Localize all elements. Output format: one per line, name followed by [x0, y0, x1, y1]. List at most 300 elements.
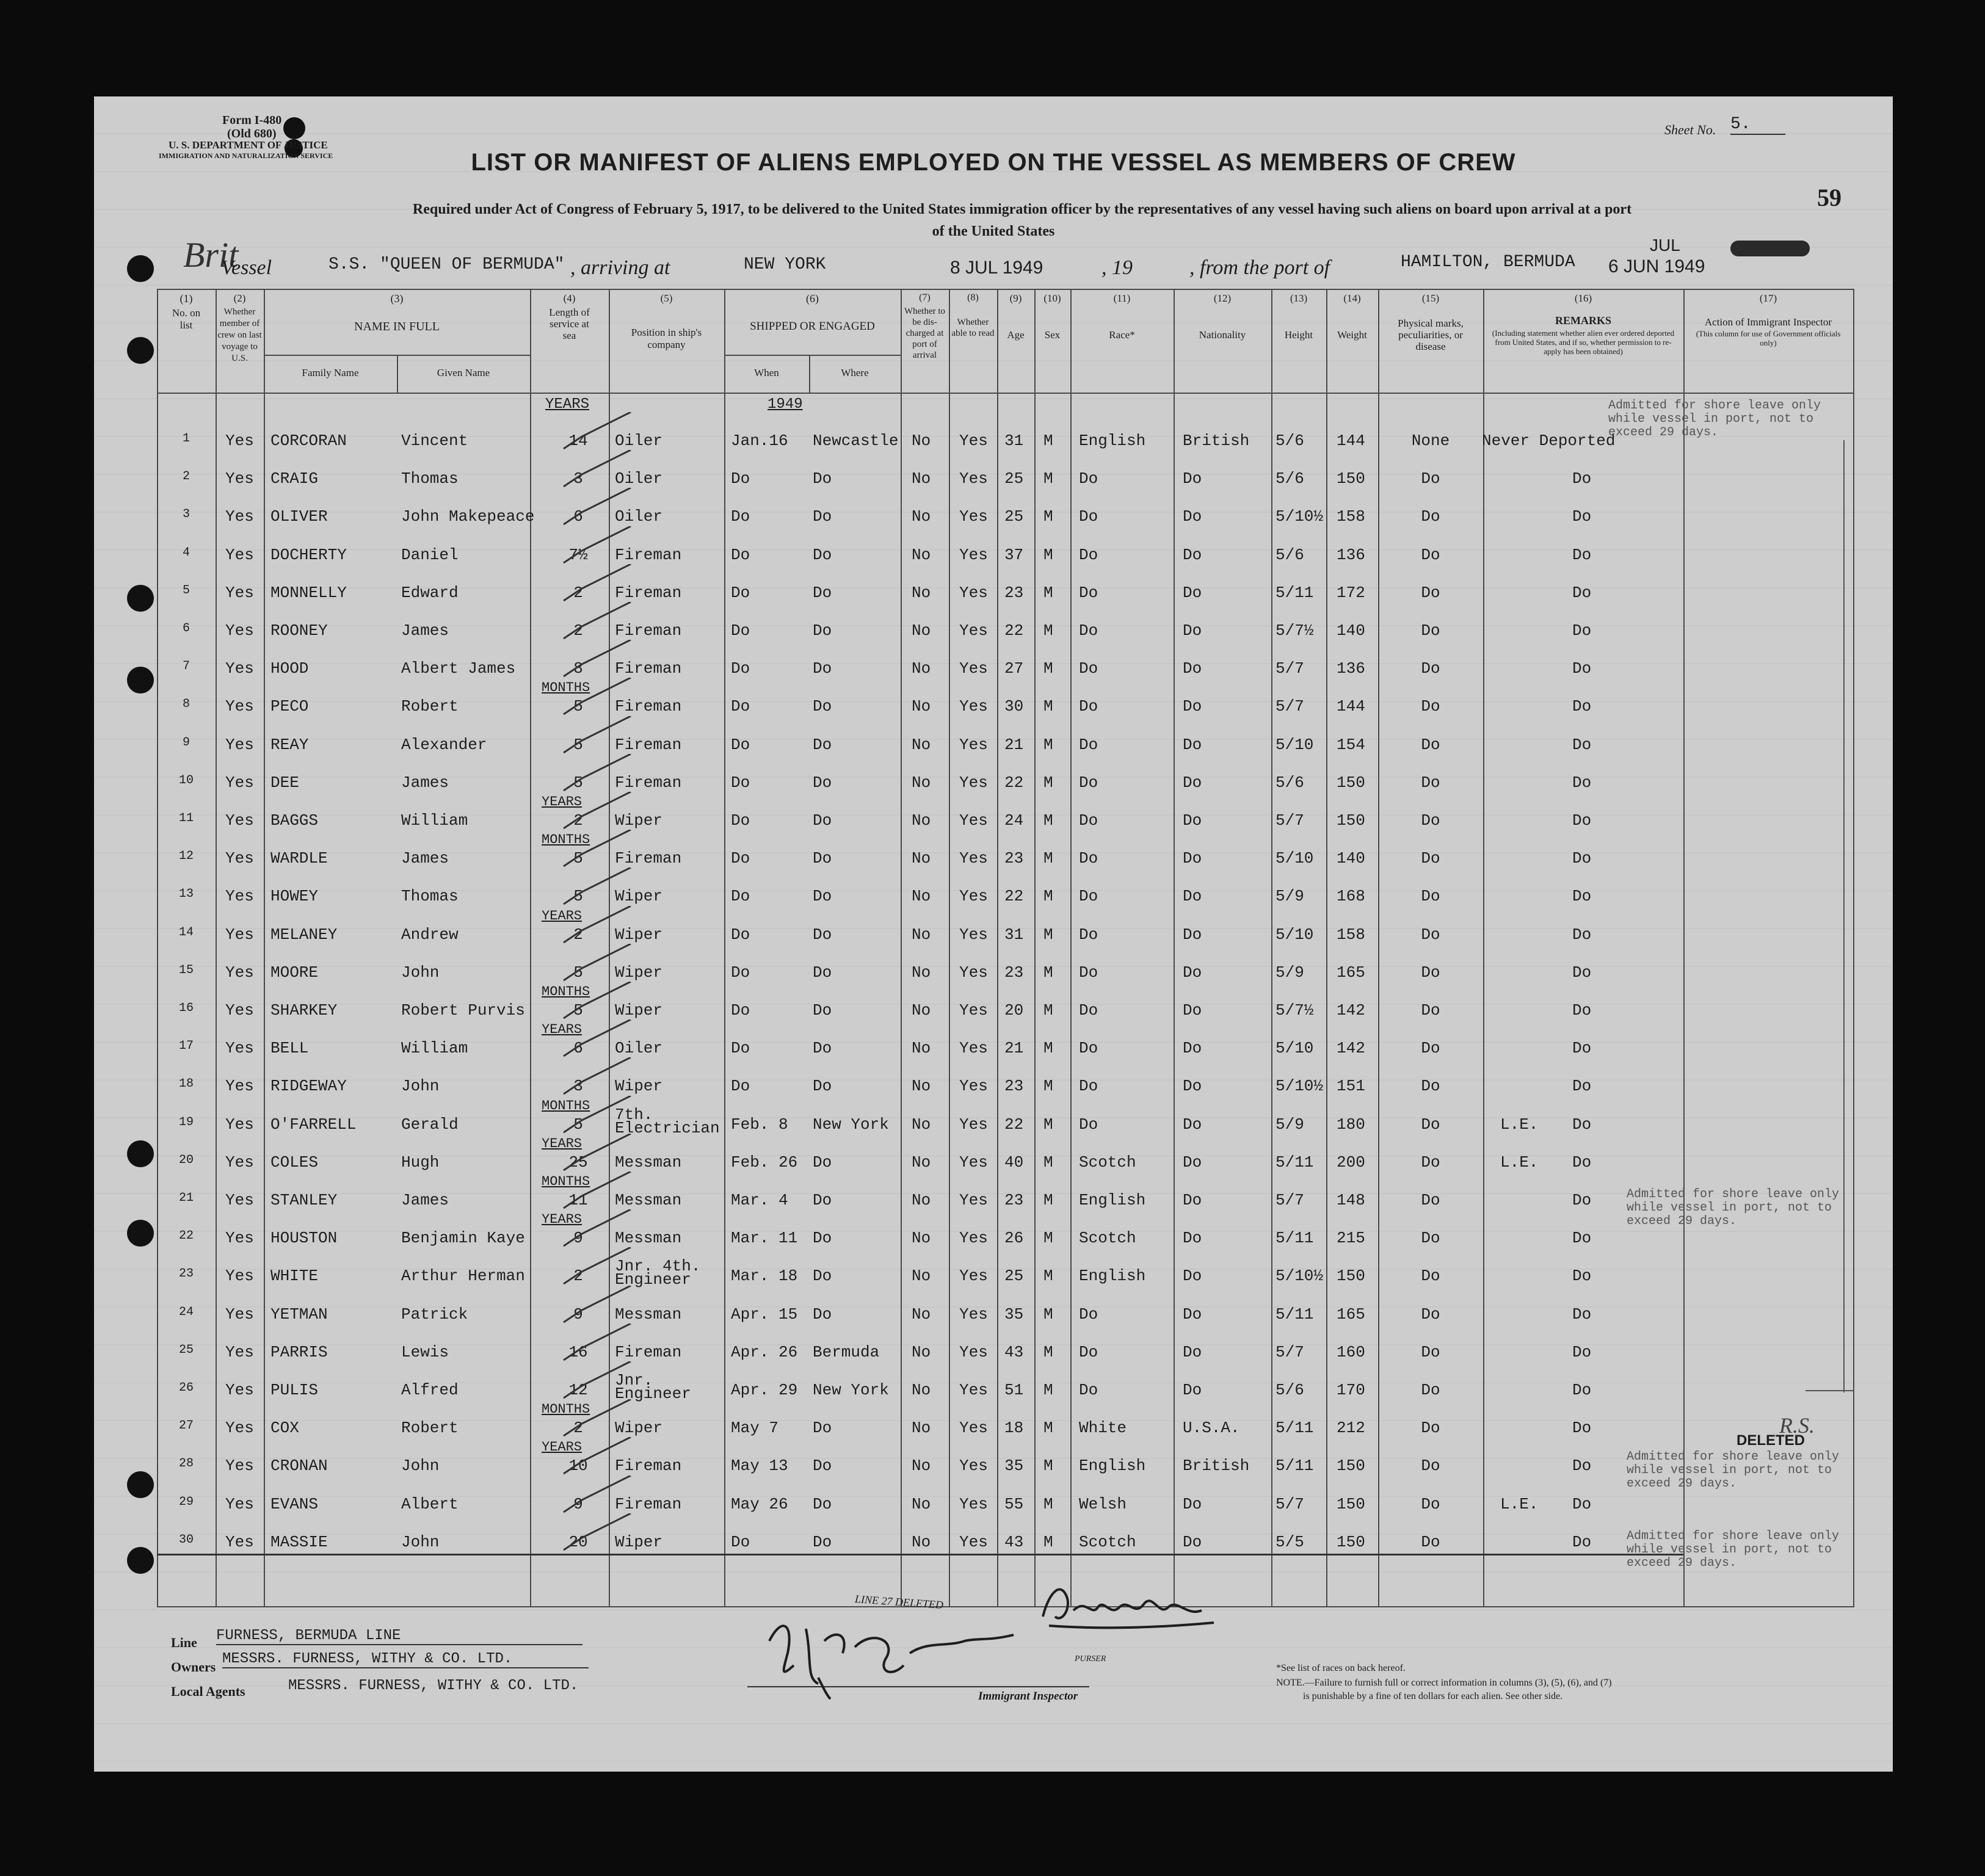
fine-note-2: is punishable by a fine of ten dollars for each alien. See other side.	[1303, 1691, 1563, 1701]
table-row	[157, 794, 1854, 842]
cell-family-name: DEE	[270, 773, 299, 792]
cell-age: 40	[1004, 1153, 1024, 1172]
service-unit-label: MONTHS	[542, 1402, 590, 1418]
cell-remarks: Do	[1572, 1419, 1592, 1438]
cell-shipped-when: Do	[731, 1077, 750, 1096]
manifest-title: LIST OR MANIFEST OF ALIENS EMPLOYED ON THE VESSEL AS MEMBERS OF CREW	[471, 149, 1516, 176]
cell-weight: 142	[1337, 1039, 1365, 1058]
cell-remarks: Do	[1572, 1267, 1592, 1286]
cell-discharged: No	[912, 773, 931, 792]
cell-age: 21	[1004, 735, 1024, 754]
cell-row-number: 18	[178, 1077, 194, 1092]
service-unit-label: YEARS	[542, 908, 582, 924]
cell-weight: 150	[1337, 1457, 1365, 1476]
cell-weight: 165	[1337, 1305, 1365, 1324]
cell-able-to-read: Yes	[959, 1267, 988, 1286]
cell-race: Do	[1079, 735, 1098, 754]
cell-shipped-when: Do	[731, 469, 750, 488]
table-row	[157, 984, 1854, 1032]
cell-shipped-when: Jan.16	[731, 432, 788, 450]
cell-nationality: Do	[1183, 925, 1202, 944]
cell-shipped-where: Bermuda	[813, 1342, 880, 1361]
col-header-action: (17) Action of Immigrant Inspector (This column for use of Government officials only)	[1696, 292, 1841, 347]
cell-nationality: Do	[1183, 1267, 1202, 1286]
cell-row-number: 25	[178, 1342, 194, 1357]
service-name: IMMIGRATION AND NATURALIZATION SERVICE	[159, 151, 333, 160]
cell-family-name: BELL	[270, 1039, 309, 1058]
cell-service-length: 5	[573, 773, 583, 792]
cell-race: English	[1079, 1267, 1146, 1286]
cell-nationality: Do	[1183, 659, 1202, 678]
cell-sex: M	[1043, 1494, 1053, 1513]
cell-given-name: John Makepeace	[401, 507, 535, 526]
cell-physical-marks: Do	[1421, 1153, 1440, 1172]
cell-physical-marks: Do	[1421, 697, 1440, 716]
inspector-signature	[745, 1604, 1062, 1702]
cell-service-length: 11	[568, 1191, 588, 1209]
cell-remarks: Never Deported	[1482, 432, 1616, 450]
cell-able-to-read: Yes	[959, 925, 988, 944]
cell-weight: 215	[1337, 1229, 1365, 1248]
table-row	[157, 1336, 1854, 1374]
table-row	[157, 766, 1854, 804]
year-marker: 1949	[768, 396, 803, 413]
cell-given-name: Alfred	[401, 1381, 459, 1399]
cell-sex: M	[1043, 621, 1053, 640]
shore-leave-stamp-4: Admitted for shore leave only while vessel in port, not to exceed 29 days.	[1627, 1529, 1840, 1570]
cell-service-length: 14	[568, 432, 588, 450]
table-row	[157, 576, 1854, 614]
line-deleted-note: LINE 27 DELETED	[854, 1592, 944, 1612]
check-mark	[557, 1096, 637, 1139]
cell-sex: M	[1043, 583, 1053, 602]
cell-shipped-when: Do	[731, 887, 750, 906]
check-mark	[557, 1247, 637, 1290]
cell-physical-marks: None	[1411, 432, 1450, 450]
cell-service-length: 5	[573, 697, 583, 716]
cell-discharged: No	[912, 545, 931, 564]
cell-age: 55	[1004, 1494, 1024, 1513]
cell-row-number: 23	[178, 1267, 194, 1281]
cell-given-name: Albert James	[401, 659, 516, 678]
cell-weight: 170	[1337, 1381, 1365, 1399]
cell-shipped-where: Do	[813, 545, 832, 564]
cell-family-name: WHITE	[270, 1267, 319, 1286]
cell-given-name: William	[401, 1039, 468, 1058]
table-row	[157, 652, 1854, 690]
cell-position: Jnr. Engineer	[615, 1371, 691, 1403]
cell-nationality: Do	[1183, 507, 1202, 526]
check-mark	[557, 1324, 637, 1366]
cell-last-voyage: Yes	[225, 1229, 254, 1248]
check-mark	[557, 1134, 637, 1176]
cell-last-voyage: Yes	[225, 1532, 254, 1551]
cell-remarks: Do	[1572, 925, 1592, 944]
cell-remarks: Do	[1572, 1077, 1592, 1096]
cell-row-number: 14	[178, 925, 194, 940]
col-header-physical-marks: (15) Physical marks, peculiarities, or disease	[1398, 292, 1464, 352]
cell-physical-marks: Do	[1421, 1039, 1440, 1058]
cell-given-name: Albert	[401, 1494, 459, 1513]
cell-last-voyage: Yes	[225, 887, 254, 906]
cell-given-name: James	[401, 621, 449, 640]
col-header-age: (9) Age	[1007, 292, 1025, 341]
cell-nationality: Do	[1183, 963, 1202, 982]
check-mark	[557, 1019, 637, 1062]
cell-age: 23	[1004, 849, 1024, 868]
cell-physical-marks: Do	[1421, 545, 1440, 564]
cell-shipped-when: Feb. 8	[731, 1115, 788, 1134]
line-value: FURNESS, BERMUDA LINE	[216, 1628, 582, 1645]
cell-given-name: Patrick	[401, 1305, 468, 1324]
cell-service-length: 2	[573, 1419, 583, 1438]
cell-position: Fireman	[615, 773, 682, 792]
table-row	[157, 680, 1854, 728]
cell-last-voyage: Yes	[225, 1419, 254, 1438]
cell-shipped-where: Do	[813, 811, 832, 830]
cell-weight: 140	[1337, 621, 1365, 640]
cell-shipped-where: Do	[813, 1153, 832, 1172]
cell-race: Do	[1079, 1115, 1098, 1134]
cell-weight: 140	[1337, 849, 1365, 868]
cell-discharged: No	[912, 811, 931, 830]
cell-remarks: Do	[1572, 1342, 1592, 1361]
col-header-position: (5) Position in ship's company	[631, 292, 702, 350]
cell-position: Messman	[615, 1191, 682, 1209]
cell-position: Fireman	[615, 697, 682, 716]
service-unit-label: MONTHS	[542, 832, 590, 848]
cell-race: Do	[1079, 811, 1098, 830]
cell-remarks: Do	[1572, 1191, 1592, 1209]
check-mark	[557, 1513, 637, 1556]
cell-sex: M	[1043, 659, 1053, 678]
inspector-label: Immigrant Inspector	[978, 1690, 1078, 1703]
col-header-given-name: Given Name	[437, 367, 490, 378]
cell-given-name: Hugh	[401, 1153, 440, 1172]
cell-remarks: Do	[1572, 1039, 1592, 1058]
cell-weight: 148	[1337, 1191, 1365, 1209]
cell-remarks: Do	[1572, 1305, 1592, 1324]
service-unit-label: MONTHS	[542, 984, 590, 999]
cell-able-to-read: Yes	[959, 659, 988, 678]
cell-service-length: 8	[573, 659, 583, 678]
cell-remarks: Do	[1572, 545, 1592, 564]
cell-physical-marks: Do	[1421, 1115, 1440, 1134]
cell-discharged: No	[912, 469, 931, 488]
cell-able-to-read: Yes	[959, 1001, 988, 1019]
cell-row-number: 4	[182, 545, 190, 560]
cell-nationality: Do	[1183, 545, 1202, 564]
cell-sex: M	[1043, 1039, 1053, 1058]
cell-sex: M	[1043, 1532, 1053, 1551]
cell-age: 24	[1004, 811, 1024, 830]
cell-discharged: No	[912, 1532, 931, 1551]
cell-height: 5/6	[1276, 1381, 1304, 1399]
cell-family-name: ROONEY	[270, 621, 328, 640]
cell-shipped-when: Do	[731, 849, 750, 868]
cell-given-name: James	[401, 773, 449, 792]
cell-shipped-where: Do	[813, 963, 832, 982]
cell-able-to-read: Yes	[959, 849, 988, 868]
cell-sex: M	[1043, 1342, 1053, 1361]
cell-position: Jnr. 4th. Engineer	[615, 1257, 701, 1289]
cell-family-name: CRAIG	[270, 469, 319, 488]
cell-position: Fireman	[615, 1494, 682, 1513]
cell-family-name: CRONAN	[270, 1457, 328, 1476]
cell-last-voyage: Yes	[225, 659, 254, 678]
cell-shipped-where: Do	[813, 1457, 832, 1476]
cell-remarks: Do	[1572, 469, 1592, 488]
arrival-date: 8 JUL 1949	[950, 258, 1043, 278]
check-mark	[557, 412, 637, 455]
table-row	[157, 614, 1854, 652]
cell-service-length: 2	[573, 1267, 583, 1286]
cell-given-name: Lewis	[401, 1342, 449, 1361]
check-mark	[557, 526, 637, 569]
cell-last-voyage: Yes	[225, 925, 254, 944]
cell-age: 51	[1004, 1381, 1024, 1399]
cell-position: Oiler	[615, 1039, 663, 1058]
manifest-subtitle-2: of the United States	[932, 223, 1055, 239]
cell-given-name: John	[401, 1077, 440, 1096]
cell-remarks-prefix: L.E.	[1500, 1115, 1539, 1134]
cell-shipped-where: Do	[813, 1419, 832, 1438]
cell-shipped-where: Do	[813, 659, 832, 678]
cell-physical-marks: Do	[1421, 621, 1440, 640]
cell-sex: M	[1043, 469, 1053, 488]
cell-last-voyage: Yes	[225, 811, 254, 830]
cell-weight: 160	[1337, 1342, 1365, 1361]
cell-last-voyage: Yes	[225, 1305, 254, 1324]
cell-sex: M	[1043, 1001, 1053, 1019]
cell-family-name: OLIVER	[270, 507, 328, 526]
service-unit-label: YEARS	[542, 1022, 582, 1038]
departure-date: 6 JUN 1949	[1608, 256, 1705, 277]
cell-last-voyage: Yes	[225, 545, 254, 564]
cell-last-voyage: Yes	[225, 735, 254, 754]
check-mark	[557, 564, 637, 607]
cell-physical-marks: Do	[1421, 1305, 1440, 1324]
cell-height: 5/11	[1276, 1305, 1314, 1324]
cell-weight: 180	[1337, 1115, 1365, 1134]
cell-discharged: No	[912, 735, 931, 754]
cell-able-to-read: Yes	[959, 1191, 988, 1209]
cell-race: Do	[1079, 621, 1098, 640]
table-row	[157, 832, 1854, 880]
cell-age: 26	[1004, 1229, 1024, 1248]
cell-shipped-when: Mar. 18	[731, 1267, 798, 1286]
cell-shipped-when: Apr. 26	[731, 1342, 798, 1361]
cell-sex: M	[1043, 773, 1053, 792]
table-row	[157, 728, 1854, 766]
cell-last-voyage: Yes	[225, 773, 254, 792]
punch-hole	[127, 585, 154, 612]
cell-discharged: No	[912, 1381, 931, 1399]
table-row	[157, 1488, 1854, 1526]
cell-nationality: Do	[1183, 1153, 1202, 1172]
cell-service-length: 5	[573, 849, 583, 868]
cell-weight: 172	[1337, 583, 1365, 602]
manifest-sheet	[94, 96, 1893, 1772]
department-name: U. S. DEPARTMENT OF JUSTICE	[169, 139, 328, 151]
check-mark	[557, 830, 637, 872]
cell-position: Messman	[615, 1153, 682, 1172]
cell-discharged: No	[912, 1457, 931, 1476]
cell-race: Scotch	[1079, 1153, 1136, 1172]
cell-remarks-prefix: L.E.	[1500, 1494, 1539, 1513]
cell-remarks: Do	[1572, 963, 1592, 982]
cell-nationality: Do	[1183, 1229, 1202, 1248]
cell-height: 5/9	[1276, 887, 1304, 906]
cell-sex: M	[1043, 735, 1053, 754]
cell-discharged: No	[912, 1229, 931, 1248]
punch-hole	[127, 1140, 154, 1167]
arrival-port: NEW YORK	[744, 255, 826, 274]
cell-sex: M	[1043, 1229, 1053, 1248]
cell-position: 7th. Electrician	[615, 1105, 720, 1137]
cell-shipped-where: Do	[813, 697, 832, 716]
cell-position: Wiper	[615, 1419, 663, 1438]
cell-position: Oiler	[615, 469, 663, 488]
cell-age: 22	[1004, 887, 1024, 906]
cell-position: Fireman	[615, 1457, 682, 1476]
check-mark	[557, 1476, 637, 1518]
cell-service-length: 2	[573, 925, 583, 944]
cell-remarks: Do	[1572, 849, 1592, 868]
vessel-label: Vessel	[221, 256, 272, 279]
cell-row-number: 27	[178, 1419, 194, 1433]
agents-value: MESSRS. FURNESS, WITHY & CO. LTD.	[288, 1678, 579, 1694]
cell-race: Do	[1079, 507, 1098, 526]
cell-height: 5/7	[1276, 697, 1304, 716]
cell-row-number: 21	[178, 1191, 194, 1205]
col-header-name: (3) NAME IN FULL	[354, 292, 440, 333]
cell-family-name: MASSIE	[270, 1532, 328, 1551]
cell-row-number: 5	[182, 583, 190, 598]
cell-physical-marks: Do	[1421, 963, 1440, 982]
cell-family-name: PULIS	[270, 1381, 319, 1399]
cell-shipped-when: Do	[731, 507, 750, 526]
cell-shipped-when: Mar. 11	[731, 1229, 798, 1248]
cell-discharged: No	[912, 1191, 931, 1209]
cell-race: Do	[1079, 545, 1098, 564]
cell-service-length: 5	[573, 887, 583, 906]
col-header-sex: (10) Sex	[1043, 292, 1061, 341]
table-row	[157, 1212, 1854, 1259]
cell-shipped-when: Do	[731, 735, 750, 754]
cell-race: Do	[1079, 849, 1098, 868]
cell-nationality: British	[1183, 1457, 1250, 1476]
cell-last-voyage: Yes	[225, 621, 254, 640]
cell-nationality: Do	[1183, 735, 1202, 754]
cell-service-length: 9	[573, 1494, 583, 1513]
cell-discharged: No	[912, 1419, 931, 1438]
cell-physical-marks: Do	[1421, 735, 1440, 754]
table-row	[157, 1526, 1854, 1563]
cell-last-voyage: Yes	[225, 1001, 254, 1019]
cell-sex: M	[1043, 1191, 1053, 1209]
cell-position: Oiler	[615, 507, 663, 526]
col-header-race: (11) Race*	[1109, 292, 1135, 341]
cell-nationality: Do	[1183, 697, 1202, 716]
cell-row-number: 20	[178, 1153, 194, 1167]
cell-shipped-when: Do	[731, 1001, 750, 1019]
action-bracket-tick	[1805, 1390, 1854, 1391]
cell-able-to-read: Yes	[959, 1457, 988, 1476]
table-row	[157, 500, 1854, 538]
cell-family-name: MELANEY	[270, 925, 338, 944]
cell-row-number: 10	[178, 773, 194, 788]
cell-row-number: 11	[178, 811, 194, 825]
cell-remarks-prefix: L.E.	[1500, 1153, 1539, 1172]
cell-shipped-when: Mar. 4	[731, 1191, 788, 1209]
check-mark	[557, 1361, 637, 1404]
cell-shipped-when: Apr. 29	[731, 1381, 798, 1399]
cell-shipped-where: Do	[813, 1305, 832, 1324]
cell-given-name: Robert	[401, 1419, 459, 1438]
service-unit-label: YEARS	[542, 794, 582, 809]
cell-nationality: Do	[1183, 1381, 1202, 1399]
check-mark	[557, 906, 637, 949]
cell-position: Messman	[615, 1305, 682, 1324]
cell-age: 25	[1004, 507, 1024, 526]
form-number: Form I-480	[222, 114, 282, 127]
cell-weight: 158	[1337, 507, 1365, 526]
cell-shipped-when: Do	[731, 659, 750, 678]
cell-weight: 136	[1337, 659, 1365, 678]
cell-given-name: Arthur Herman	[401, 1267, 525, 1286]
service-unit-label: YEARS	[542, 1212, 582, 1228]
cell-physical-marks: Do	[1421, 773, 1440, 792]
cell-able-to-read: Yes	[959, 963, 988, 982]
cell-family-name: DOCHERTY	[270, 545, 347, 564]
cell-weight: 150	[1337, 811, 1365, 830]
sheet-label: Sheet No.	[1664, 122, 1716, 137]
cell-race: English	[1079, 432, 1146, 450]
cell-given-name: John	[401, 1532, 440, 1551]
cell-row-number: 2	[182, 469, 190, 484]
cell-discharged: No	[912, 1342, 931, 1361]
cell-age: 22	[1004, 773, 1024, 792]
cell-row-number: 7	[182, 659, 190, 674]
cell-able-to-read: Yes	[959, 1419, 988, 1438]
cell-remarks: Do	[1572, 1229, 1592, 1248]
cell-height: 5/10	[1276, 925, 1314, 944]
cell-family-name: HOOD	[270, 659, 309, 678]
cell-weight: 200	[1337, 1153, 1365, 1172]
cell-physical-marks: Do	[1421, 1229, 1440, 1248]
cell-race: English	[1079, 1191, 1146, 1209]
service-unit-label: MONTHS	[542, 1174, 590, 1189]
cell-race: English	[1079, 1457, 1146, 1476]
cell-last-voyage: Yes	[225, 849, 254, 868]
cell-last-voyage: Yes	[225, 507, 254, 526]
cell-shipped-where: Newcastle	[813, 432, 899, 450]
cell-able-to-read: Yes	[959, 1077, 988, 1096]
cell-height: 5/11	[1276, 1153, 1314, 1172]
cell-service-length: 12	[568, 1381, 588, 1399]
service-unit-label: MONTHS	[542, 1098, 590, 1114]
first-service-unit: YEARS	[545, 396, 590, 413]
cell-discharged: No	[912, 432, 931, 450]
cell-position: Fireman	[615, 735, 682, 754]
cell-weight: 165	[1337, 963, 1365, 982]
cell-given-name: John	[401, 1457, 440, 1476]
cell-service-length: 9	[573, 1229, 583, 1248]
check-mark	[557, 754, 637, 797]
cell-race: White	[1079, 1419, 1127, 1438]
cell-height: 5/10½	[1276, 1077, 1324, 1096]
